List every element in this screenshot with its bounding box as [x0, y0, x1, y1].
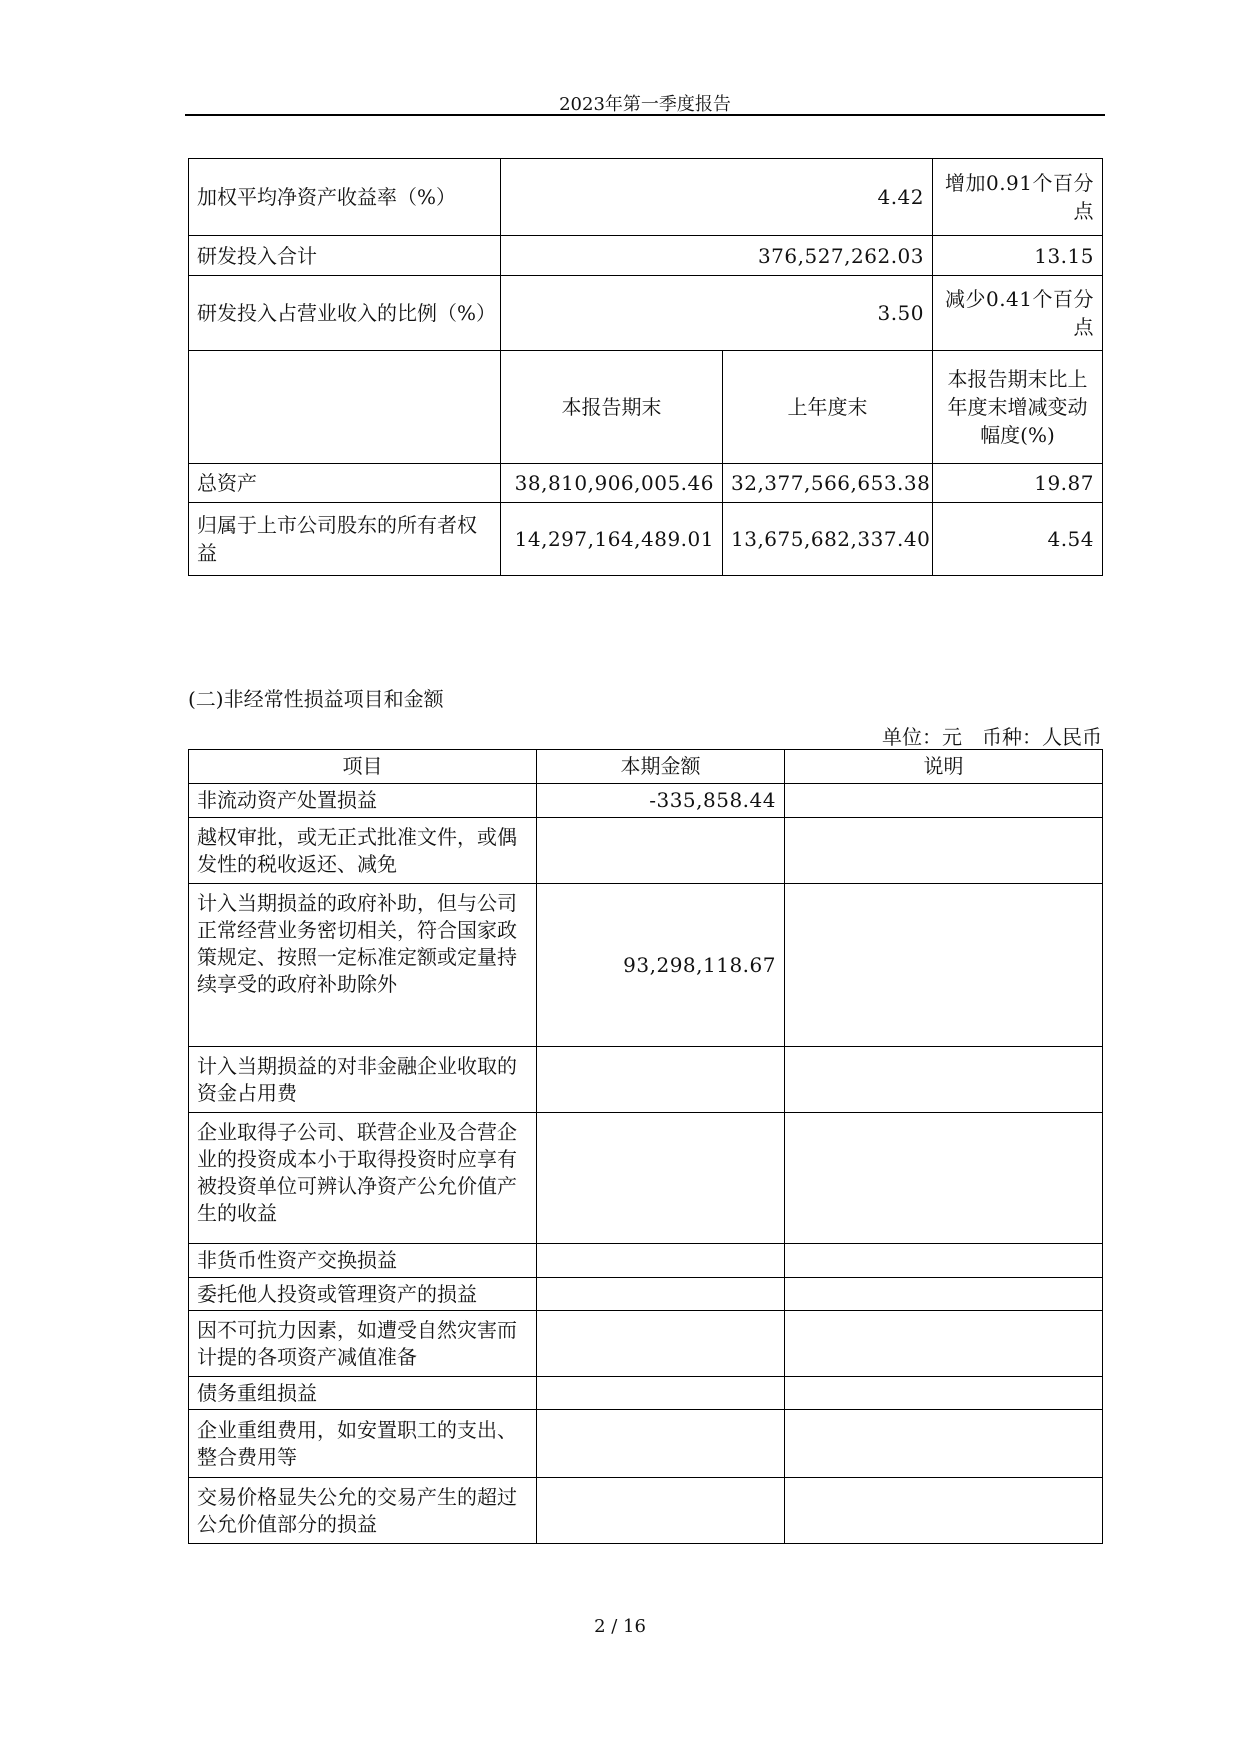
non-recurring-items-table [188, 749, 1103, 1544]
item-cell: 计入当期损益的对非金融企业收取的资金占用费 [189, 1047, 537, 1113]
table-row [189, 276, 1103, 351]
row-prior: 32,377,566,653.38 [723, 464, 933, 503]
table-row [189, 159, 1103, 236]
row-label: 研发投入占营业收入的比例（%） [189, 276, 501, 351]
amount-cell: -335,858.44 [537, 784, 785, 818]
row-label: 归属于上市公司股东的所有者权益 [189, 503, 501, 576]
row-value: 4.42 [501, 159, 933, 236]
note-cell [785, 1047, 1103, 1113]
row-prior: 13,675,682,337.40 [723, 503, 933, 576]
row-label: 加权平均净资产收益率（%） [189, 159, 501, 236]
amount-cell [537, 1047, 785, 1113]
col-header-amount: 本期金额 [537, 750, 785, 784]
unit-label: 单位：元 币种：人民币 [882, 725, 1102, 749]
note-cell [785, 884, 1103, 1047]
amount-cell [537, 1113, 785, 1244]
item-cell: 委托他人投资或管理资产的损益 [189, 1278, 537, 1311]
item-cell: 企业取得子公司、联营企业及合营企业的投资成本小于取得投资时应享有被投资单位可辨认净资产公允价值产生的收益 [189, 1113, 537, 1244]
table-row [189, 236, 1103, 276]
table-row [189, 884, 1103, 1047]
col-header-note: 说明 [785, 750, 1103, 784]
section-title: (二)非经常性损益项目和金额 [188, 687, 444, 711]
table-row [189, 1377, 1103, 1410]
column-header-row [189, 351, 1103, 464]
note-cell [785, 1478, 1103, 1544]
table-row [189, 1244, 1103, 1278]
column-header-row [189, 750, 1103, 784]
col-header-current: 本报告期末 [501, 351, 723, 464]
row-label: 研发投入合计 [189, 236, 501, 276]
page-number: 2 / 16 [594, 1616, 646, 1637]
note-cell [785, 1113, 1103, 1244]
amount-cell [537, 1244, 785, 1278]
item-cell: 债务重组损益 [189, 1377, 537, 1410]
col-header-prior: 上年度末 [723, 351, 933, 464]
table-row [189, 503, 1103, 576]
item-cell: 越权审批，或无正式批准文件，或偶发性的税收返还、减免 [189, 818, 537, 884]
table-row [189, 784, 1103, 818]
col-header-item: 项目 [189, 750, 537, 784]
item-cell: 企业重组费用，如安置职工的支出、整合费用等 [189, 1410, 537, 1478]
table-row [189, 818, 1103, 884]
amount-cell: 93,298,118.67 [537, 884, 785, 1047]
note-cell [785, 1244, 1103, 1278]
table-row [189, 1311, 1103, 1377]
row-value: 3.50 [501, 276, 933, 351]
note-cell [785, 1278, 1103, 1311]
table-row [189, 1410, 1103, 1478]
row-change: 4.54 [933, 503, 1103, 576]
row-change: 13.15 [933, 236, 1103, 276]
amount-cell [537, 1478, 785, 1544]
row-label: 总资产 [189, 464, 501, 503]
item-cell: 计入当期损益的政府补助，但与公司正常经营业务密切相关，符合国家政策规定、按照一定标准定额或定量持续享受的政府补助除外 [189, 884, 537, 1047]
row-current: 14,297,164,489.01 [501, 503, 723, 576]
key-indicators-table [188, 158, 1103, 576]
header-rule [185, 114, 1105, 116]
col-header-change: 本报告期末比上年度末增减变动幅度(%) [933, 351, 1103, 464]
note-cell [785, 1377, 1103, 1410]
amount-cell [537, 1410, 785, 1478]
table-row [189, 1478, 1103, 1544]
item-cell: 非货币性资产交换损益 [189, 1244, 537, 1278]
table-row [189, 1047, 1103, 1113]
item-cell: 非流动资产处置损益 [189, 784, 537, 818]
note-cell [785, 818, 1103, 884]
row-value: 376,527,262.03 [501, 236, 933, 276]
row-change: 减少0.41个百分点 [933, 276, 1103, 351]
item-cell: 因不可抗力因素，如遭受自然灾害而计提的各项资产减值准备 [189, 1311, 537, 1377]
note-cell [785, 1311, 1103, 1377]
row-current: 38,810,906,005.46 [501, 464, 723, 503]
table-row [189, 464, 1103, 503]
empty-header-cell [189, 351, 501, 464]
item-cell: 交易价格显失公允的交易产生的超过公允价值部分的损益 [189, 1478, 537, 1544]
row-change: 19.87 [933, 464, 1103, 503]
table-row [189, 1278, 1103, 1311]
amount-cell [537, 1278, 785, 1311]
amount-cell [537, 1311, 785, 1377]
table-row [189, 1113, 1103, 1244]
note-cell [785, 784, 1103, 818]
amount-cell [537, 818, 785, 884]
row-change: 增加0.91个百分点 [933, 159, 1103, 236]
report-header: 2023年第一季度报告 [559, 94, 731, 115]
amount-cell [537, 1377, 785, 1410]
note-cell [785, 1410, 1103, 1478]
